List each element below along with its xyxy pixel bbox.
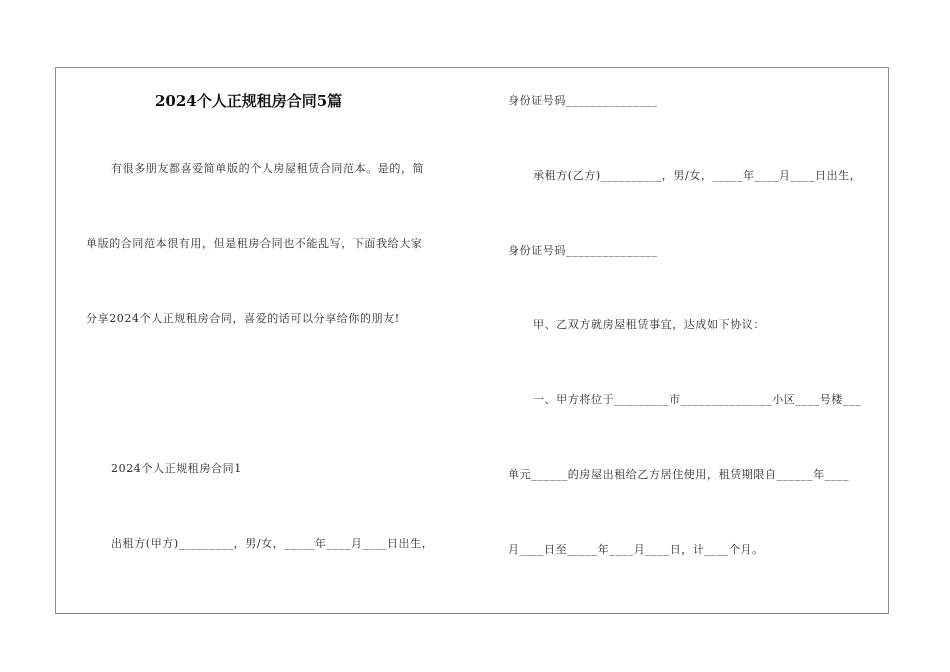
- document-title: 2024个人正规租房合同5篇: [155, 92, 343, 110]
- paragraph-line: 单元______的房屋出租给乙方居住使用，租赁期限自______年____: [508, 468, 850, 481]
- document-page: [55, 67, 889, 614]
- paragraph-line: 承租方(乙方)__________，男/女，_____年____月____日出生，: [533, 169, 862, 182]
- section-heading: 2024个人正规租房合同1: [111, 462, 242, 475]
- paragraph-line: 出租方(甲方)_________，男/女，_____年____月____日出生，: [111, 537, 434, 550]
- paragraph-line: 有很多朋友都喜爱简单版的个人房屋租赁合同范本。是的，简: [111, 162, 425, 175]
- paragraph-line: 一、甲方将位于_________市_______________小区____号楼___: [533, 393, 862, 406]
- paragraph-line: 身份证号码_______________: [508, 94, 658, 107]
- paragraph-line: 甲、乙双方就房屋租赁事宜，达成如下协议：: [533, 318, 765, 331]
- paragraph-line: 分享2024个人正规租房合同，喜爱的话可以分享给你的朋友!: [86, 312, 400, 325]
- paragraph-line: 月____日至_____年____月____日，计____个月。: [508, 543, 764, 556]
- paragraph-line: 单版的合同范本很有用，但是租房合同也不能乱写，下面我给大家: [86, 237, 423, 250]
- paragraph-line: 身份证号码_______________: [508, 244, 658, 257]
